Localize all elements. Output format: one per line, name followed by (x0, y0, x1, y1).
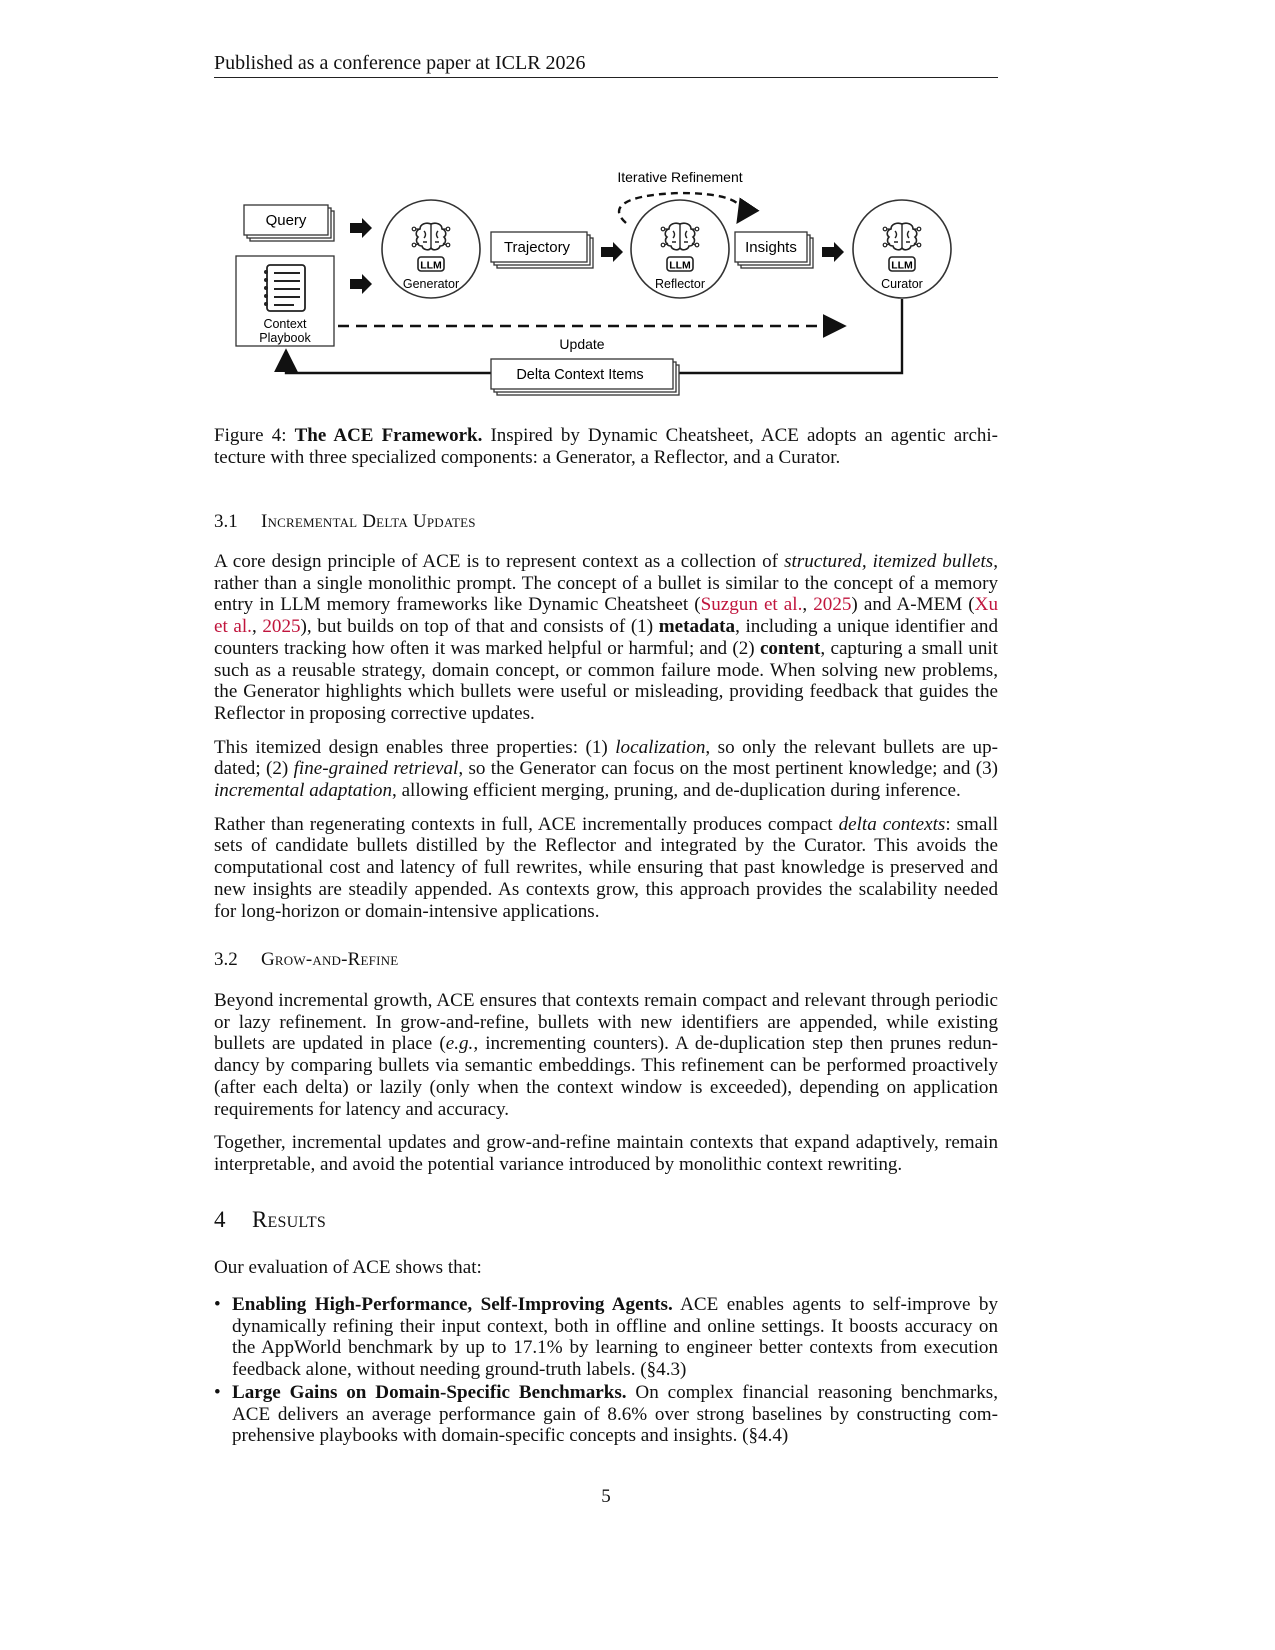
section-heading-4: 4 Results (214, 1207, 326, 1232)
generator-node (382, 200, 480, 298)
citation-link[interactable]: Xu et al. (214, 594, 998, 638)
list-item: • Large Gains on Domain-Specific Benchmarks. On complex financial reasoning benchmarks, ACE delivers an average performance gain of 8.6% over strong baselines by constructing comprehensive playbooks with domain-specific concepts and insights. (§4.4) (214, 1381, 999, 1447)
query-box (244, 205, 334, 241)
section-heading-3-1: 3.1 Incremental Delta Updates (214, 511, 476, 532)
results-bullet-list (214, 1294, 998, 1448)
curator-label: Curator (881, 277, 923, 291)
arrow-insights-to-curator (822, 242, 844, 262)
curator-node (853, 200, 951, 298)
query-label: Query (265, 212, 307, 229)
playbook-label-1: Context (263, 317, 307, 331)
llm-badge: LLM (891, 259, 913, 272)
paragraph: Our evaluation of ACE shows that: (214, 1257, 482, 1278)
citation-year-link[interactable]: 2025 (262, 616, 301, 638)
paragraph: A core design principle of ACE is to represent context as a collection of structured, itemized bullets, rather than a single monolithic prompt. The concept of a bullet is similar to the concept of a memory entry in LLM memory frameworks like Dynamic Cheatsheet (Suzgun et al., 2025) and A-MEM (Xu et al., 2025), but builds on top of that and consists of (1) metadata, including a unique identifier and counters tracking how often it was marked helpful or harmful; and (2) content, capturing a small unit such as a reusable strategy, domain concept, or common failure mode. When solving new problems, the Generator highlights which bullets were useful or misleading, providing feedback that guides the Reflector in proposing corrective updates. (214, 551, 999, 724)
llm-badge: LLM (420, 259, 442, 272)
page-number: 5 (601, 1486, 611, 1507)
reflector-node (631, 200, 729, 298)
llm-badge: LLM (669, 259, 691, 272)
arrow-query-to-generator (350, 218, 372, 238)
delta-label: Delta Context Items (516, 367, 644, 383)
delta-context-items-box (491, 359, 679, 395)
insights-label: Insights (745, 239, 797, 256)
playbook-icon (264, 265, 305, 311)
section-3-2-body (214, 990, 998, 1176)
arrow-trajectory-to-reflector (601, 242, 623, 262)
citation-year-link[interactable]: 2025 (813, 594, 852, 616)
update-label: Update (559, 336, 605, 352)
generator-label: Generator (402, 277, 460, 291)
paragraph: Together, incremental updates and grow-and-refine maintain contexts that expand adaptively, remain interpretable, and avoid the potential variance introduced by monolithic context rewriting. (214, 1132, 998, 1175)
update-path-right (679, 299, 902, 373)
context-playbook-box (236, 256, 334, 346)
trajectory-label: Trajectory (503, 239, 571, 256)
paragraph: This itemized design enables three properties: (1) localization, so only the relevant bullets are updated; (2) fine-grained retrieval, so the Generator can focus on the most pertinent knowledge; and (3) incremental adaptation, allowing efficient merging, pruning, and de-duplication during inference. (214, 736, 998, 802)
reflector-label: Reflector (654, 277, 706, 291)
caption-title: The ACE Framework. (294, 425, 483, 446)
iterative-refinement-label: Iterative Refinement (617, 169, 743, 185)
section-heading-3-2: 3.2 Grow-and-Refine (214, 949, 399, 970)
results-intro (214, 1257, 998, 1279)
update-path-left (286, 353, 491, 373)
figure-caption: Figure 4: The ACE Framework. Inspired by Dynamic Cheatsheet, ACE adopts an agentic architecture with three specialized components: a Generator, a Reflector, and a Curator. (214, 425, 998, 468)
playbook-label-2: Playbook (259, 331, 311, 345)
insights-box (735, 232, 813, 268)
arrow-playbook-to-generator (350, 274, 372, 294)
running-header: Published as a conference paper at ICLR 2026 (214, 50, 998, 78)
ace-framework-figure (214, 165, 998, 410)
section-3-1-body (214, 551, 998, 922)
list-item: • Enabling High-Performance, Self-Improving Agents. ACE enables agents to self-improve by dynamically refining their input context, both in offline and online settings. It boosts accuracy on the AppWorld benchmark by up to 17.1% by learning to engineer better contexts from execution feedback alone, without needing ground-truth labels. (§4.3) (214, 1294, 998, 1381)
paragraph: Beyond incremental growth, ACE ensures that contexts remain compact and relevant through periodic or lazy refinement. In grow-and-refine, bullets with new identifiers are appended, while existing bullets are updated in place (e.g., incrementing counters). A de-duplication step then prunes redundancy by comparing bullets via semantic embeddings. This refinement can be performed proactively (after each delta) or lazily (only when the context window is exceeded), depending on application requirements for latency and accuracy. (214, 990, 998, 1120)
trajectory-box (491, 232, 593, 268)
citation-link[interactable]: Suzgun et al. (700, 594, 803, 616)
paragraph: Rather than regenerating contexts in full, ACE incrementally produces compact delta contexts: small sets of candidate bullets distilled by the Reflector and integrated by the Curator. This avoids the computational cost and latency of full rewrites, while ensuring that past knowledge is preserved and new insights are steadily appended. As contexts grow, this approach provides the scalability needed for long-horizon or domain-intensive applications. (214, 813, 998, 922)
